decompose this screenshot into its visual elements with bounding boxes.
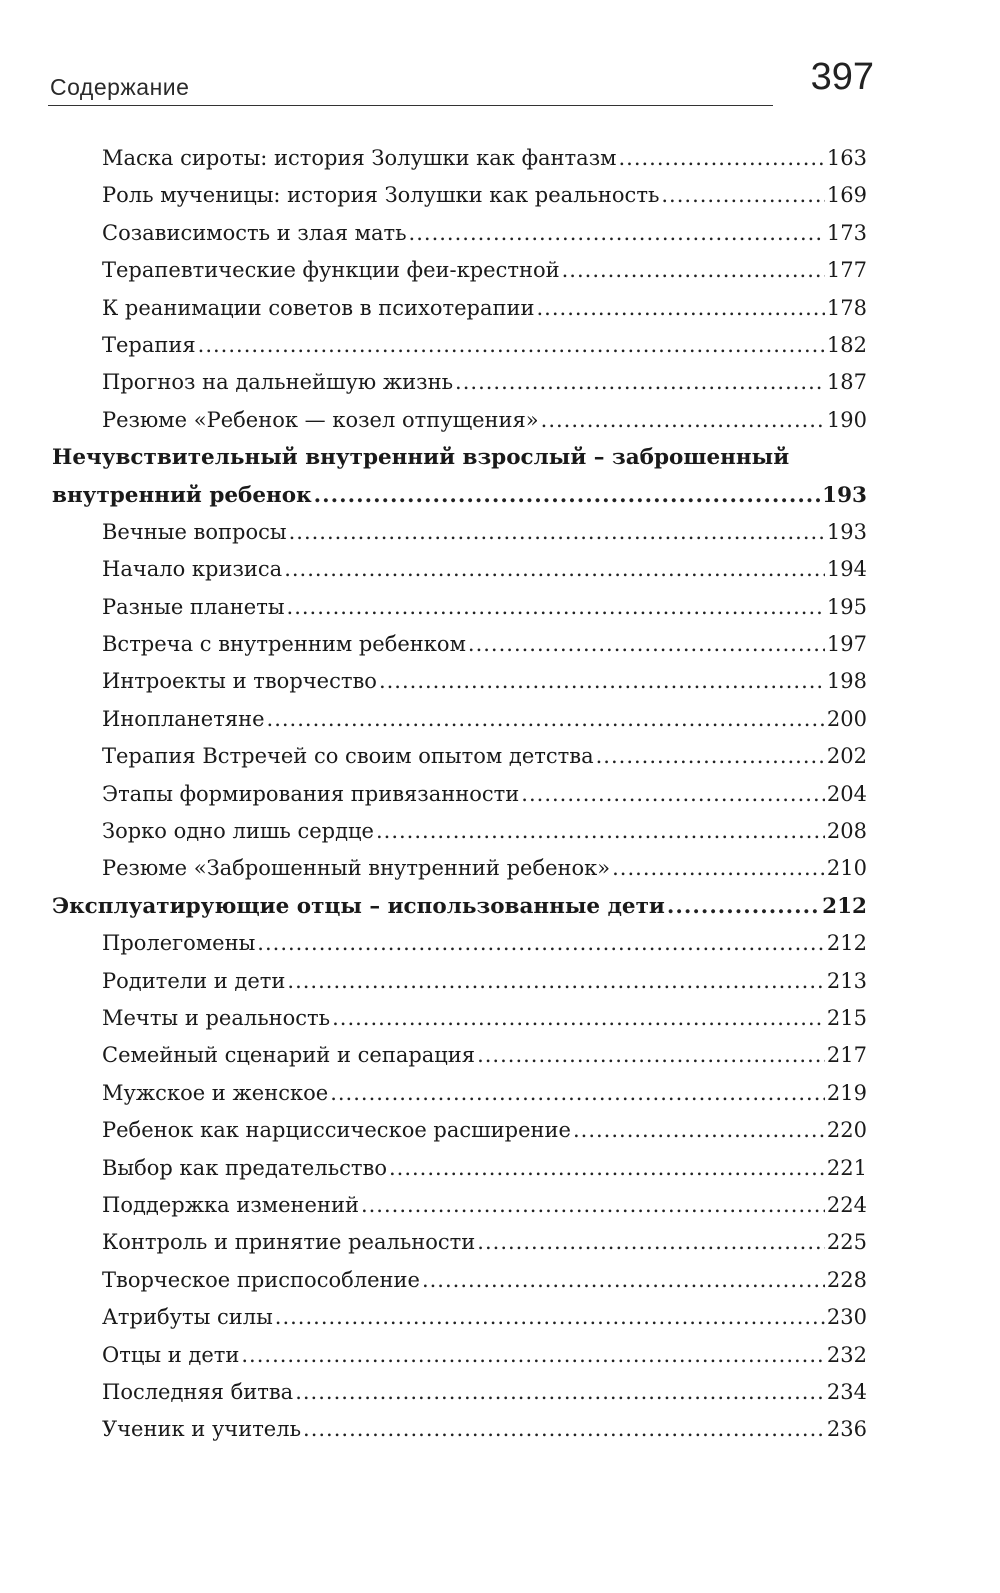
toc-entry-page: 204: [826, 781, 867, 806]
toc-entry-page: 219: [826, 1080, 867, 1105]
dot-leader: [521, 776, 825, 813]
toc-entry-page: 200: [826, 706, 867, 731]
toc-entry-page: 228: [826, 1267, 867, 1292]
dot-leader: [284, 551, 825, 588]
toc-entry-title: Интроекты и творчество: [102, 669, 377, 694]
toc-entry-title: Разные планеты: [102, 594, 285, 619]
toc-entry-page: 230: [826, 1305, 867, 1330]
toc-entry-page: 173: [826, 220, 867, 245]
dot-leader: [241, 1337, 825, 1374]
toc-entry-page: 224: [826, 1192, 867, 1217]
toc-entry-title: Ученик и учитель: [102, 1417, 302, 1442]
toc-entry-title: Семейный сценарий и сепарация: [102, 1043, 476, 1068]
toc-entry-title: Терапия: [102, 332, 196, 357]
toc-section-heading-cont[interactable]: [52, 477, 867, 514]
toc-entry[interactable]: [52, 1187, 867, 1224]
dot-leader: [330, 1075, 825, 1112]
toc-entry[interactable]: [52, 1150, 867, 1187]
toc-entry[interactable]: [52, 663, 867, 700]
toc-section-title-line1: Нечувствительный внутренний взрослый – заброшенный: [52, 445, 790, 471]
toc-entry[interactable]: [52, 738, 867, 775]
toc-entry[interactable]: [52, 963, 867, 1000]
toc-entry[interactable]: [52, 140, 867, 177]
toc-entry[interactable]: [52, 589, 867, 626]
toc-entry[interactable]: [52, 1112, 867, 1149]
toc-entry-page: 212: [826, 931, 867, 956]
dot-leader: [541, 402, 825, 439]
toc-entry[interactable]: [52, 1075, 867, 1112]
toc-entry-page: 225: [826, 1230, 867, 1255]
toc-entry-title: Последняя битва: [102, 1379, 294, 1404]
toc-entry-page: 182: [826, 332, 867, 357]
toc-section-page: 212: [822, 893, 867, 919]
toc-entry-title: Начало кризиса: [102, 557, 283, 582]
toc-entry-title: Терапевтические функции феи-крестной: [102, 258, 560, 283]
dot-leader: [596, 738, 825, 775]
dot-leader: [618, 140, 824, 177]
toc-entry-title: Контроль и принятие реальности: [102, 1230, 476, 1255]
dot-leader: [477, 1224, 825, 1261]
dot-leader: [289, 514, 825, 551]
toc-group-part3: [52, 925, 867, 1448]
toc-entry[interactable]: [52, 1000, 867, 1037]
toc-group-part1: [52, 140, 867, 439]
toc-entry[interactable]: [52, 215, 867, 252]
toc-entry-title: К реанимации советов в психотерапии: [102, 295, 535, 320]
toc-entry-title: Встреча с внутренним ребенком: [102, 632, 466, 657]
toc-entry[interactable]: [52, 1374, 867, 1411]
toc-entry-title: Резюме «Ребенок — козел отпущения»: [102, 407, 539, 432]
toc-entry[interactable]: [52, 1411, 867, 1448]
toc-entry-page: 190: [826, 407, 867, 432]
toc-entry-title: Созависимость и злая мать: [102, 220, 407, 245]
dot-leader: [361, 1187, 825, 1224]
toc-entry-title: Маска сироты: история Золушки как фантазм: [102, 146, 617, 170]
toc-entry-page: 169: [826, 183, 867, 208]
toc-entry-title: Терапия Встречей со своим опытом детства: [102, 744, 594, 769]
toc-entry[interactable]: [52, 402, 867, 439]
dot-leader: [376, 813, 825, 850]
running-header-title: Содержание: [50, 74, 190, 100]
toc-entry-title: Творческое приспособление: [102, 1267, 420, 1292]
toc-entry-page: 232: [826, 1342, 867, 1367]
toc-entry-page: 220: [826, 1118, 867, 1143]
dot-leader: [267, 701, 825, 738]
toc-entry-page: 208: [826, 819, 867, 844]
dot-leader: [477, 1037, 825, 1074]
toc-entry-title: Родители и дети: [102, 968, 286, 993]
toc-entry-title: Этапы формирования привязанности: [102, 781, 520, 806]
toc-entry-title: Атрибуты силы: [102, 1305, 273, 1330]
dot-leader: [661, 177, 825, 214]
toc-entry[interactable]: [52, 850, 867, 887]
toc-entry[interactable]: [52, 364, 867, 401]
dot-leader: [287, 589, 825, 626]
dot-leader: [303, 1411, 825, 1448]
dot-leader: [257, 925, 825, 962]
toc-entry-page: 178: [826, 295, 867, 320]
toc-entry-title: Ребенок как нарциссическое расширение: [102, 1118, 571, 1143]
page-number: 397: [810, 56, 874, 98]
dot-leader: [537, 290, 825, 327]
running-header: [48, 52, 876, 108]
toc-section-heading[interactable]: [52, 439, 867, 476]
toc-entry-page: 187: [826, 370, 867, 395]
dot-leader: [198, 327, 825, 364]
toc-entry-page: 195: [826, 594, 867, 619]
toc-entry-page: 213: [826, 968, 867, 993]
toc-section-page: 193: [822, 482, 867, 508]
dot-leader: [287, 963, 825, 1000]
dot-leader: [379, 663, 825, 700]
toc-entry[interactable]: [52, 514, 867, 551]
toc-entry[interactable]: [52, 813, 867, 850]
dot-leader: [389, 1150, 825, 1187]
toc-entry-title: Прогноз на дальнейшую жизнь: [102, 370, 454, 395]
toc-entry-page: 236: [826, 1417, 867, 1442]
toc-entry-title: Инопланетяне: [102, 706, 265, 731]
toc-section-heading[interactable]: [52, 888, 867, 925]
toc-entry[interactable]: [52, 626, 867, 663]
toc-entry-page: 210: [826, 856, 867, 881]
toc-entry-title: Мечты и реальность: [102, 1005, 331, 1030]
toc-entry-title: Отцы и дети: [102, 1342, 240, 1367]
dot-leader: [409, 215, 825, 252]
toc-entry-page: 163: [826, 146, 867, 170]
toc-entry-page: 215: [826, 1005, 867, 1030]
toc-entry-title: Зорко одно лишь сердце: [102, 819, 374, 844]
toc-entry[interactable]: [52, 177, 867, 214]
toc-entry-page: 197: [826, 632, 867, 657]
toc-entry[interactable]: [52, 1337, 867, 1374]
toc-entry[interactable]: [52, 1262, 867, 1299]
dot-leader: [314, 477, 820, 514]
toc-entry-page: 234: [826, 1379, 867, 1404]
toc-entry-title: Резюме «Заброшенный внутренний ребенок»: [102, 856, 611, 881]
header-rule: [48, 105, 773, 106]
toc-section-title-line2: внутренний ребенок: [52, 482, 312, 508]
toc-entry[interactable]: [52, 925, 867, 962]
toc-entry-page: 221: [826, 1155, 867, 1180]
toc-entry-title: Мужское и женское: [102, 1080, 329, 1105]
toc-entry-page: 202: [826, 744, 867, 769]
table-of-contents: [52, 140, 867, 1449]
toc-entry-title: Выбор как предательство: [102, 1155, 387, 1180]
toc-entry[interactable]: [52, 1299, 867, 1336]
toc-entry-title: Роль мученицы: история Золушки как реальность: [102, 183, 660, 208]
dot-leader: [468, 626, 825, 663]
toc-entry-page: 193: [826, 519, 867, 544]
toc-entry-page: 198: [826, 669, 867, 694]
dot-leader: [667, 888, 820, 925]
dot-leader: [573, 1112, 825, 1149]
toc-entry-title: Вечные вопросы: [102, 519, 287, 544]
toc-entry[interactable]: [52, 1224, 867, 1261]
toc-entry[interactable]: [52, 551, 867, 588]
toc-entry-page: 194: [826, 557, 867, 582]
dot-leader: [455, 364, 825, 401]
toc-entry[interactable]: [52, 252, 867, 289]
toc-section-title: Эксплуатирующие отцы – использованные дети: [52, 893, 665, 919]
toc-entry-title: Пролегомены: [102, 931, 256, 956]
dot-leader: [562, 252, 825, 289]
dot-leader: [332, 1000, 825, 1037]
dot-leader: [295, 1374, 825, 1411]
dot-leader: [612, 850, 825, 887]
toc-entry[interactable]: [52, 701, 867, 738]
toc-entry[interactable]: [52, 1037, 867, 1074]
toc-group-part2: [52, 514, 867, 888]
toc-entry-page: 177: [826, 258, 867, 283]
toc-entry[interactable]: [52, 327, 867, 364]
toc-entry[interactable]: [52, 290, 867, 327]
toc-entry[interactable]: [52, 776, 867, 813]
toc-entry-title: Поддержка изменений: [102, 1192, 359, 1217]
dot-leader: [275, 1299, 825, 1336]
dot-leader: [422, 1262, 825, 1299]
toc-entry-page: 217: [826, 1043, 867, 1068]
